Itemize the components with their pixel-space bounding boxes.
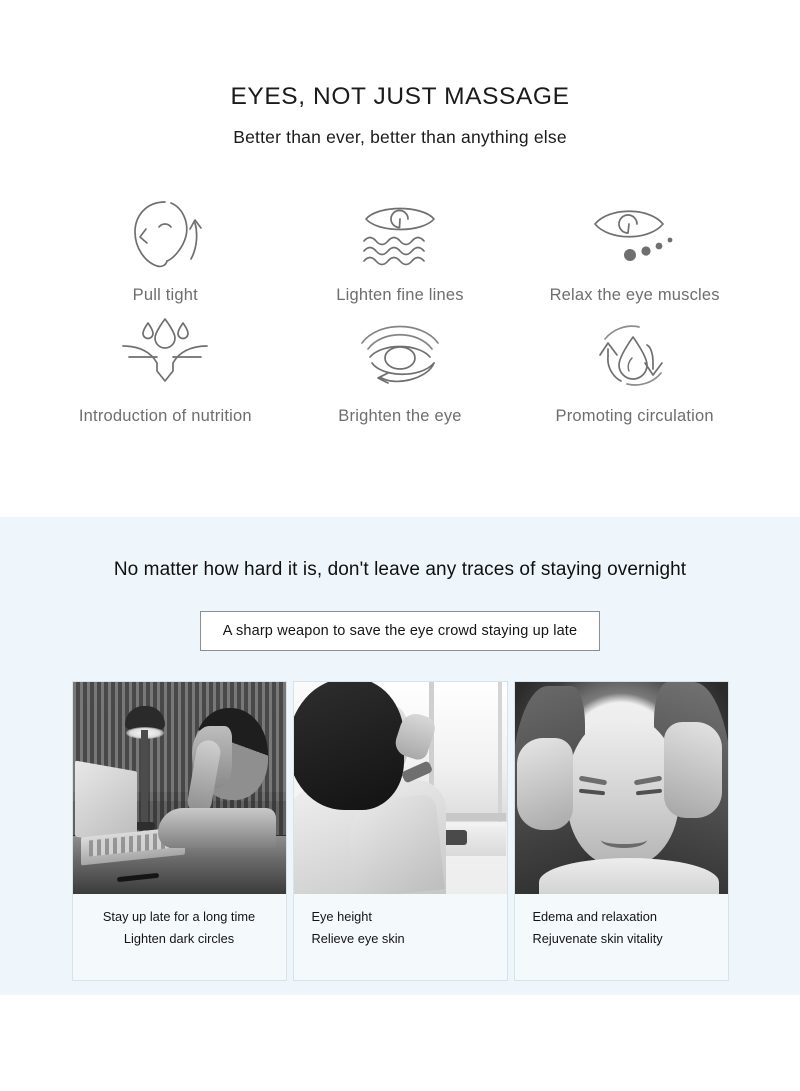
benefit-card-caption — [73, 894, 286, 980]
desk-lamp-stem — [141, 730, 148, 826]
woman-mouth — [601, 832, 647, 848]
woman-hand-right — [664, 722, 722, 818]
woman-headache-holding-head-photo — [515, 682, 728, 894]
woman-at-laptop-night-photo — [73, 682, 286, 894]
benefit-card-list — [0, 681, 800, 981]
feature-item-promoting-circulation — [517, 313, 752, 426]
benefit-card[interactable] — [72, 681, 287, 981]
desk-lamp-base — [135, 822, 155, 830]
benefit-card[interactable] — [293, 681, 508, 981]
caption-line: Relieve eye skin — [311, 931, 405, 947]
woman-hair — [294, 682, 404, 810]
section-headline: No matter how hard it is, don't leave any traces of staying overnight — [113, 559, 687, 580]
caption-line: Stay up late for a long time — [102, 909, 256, 924]
window-frame-bar — [498, 682, 502, 822]
caption-line: Eye height — [311, 909, 372, 924]
caption-line: Edema and relaxation — [532, 909, 657, 924]
feature-label: Lighten fine lines — [336, 286, 464, 305]
feature-item-brighten-the-eye — [283, 313, 518, 426]
benefit-card-caption — [294, 894, 507, 980]
tagline-box: A sharp weapon to save the eye crowd staying up late — [200, 611, 600, 651]
woman-rubbing-eyes-desk-photo — [294, 682, 507, 894]
feature-label: Introduction of nutrition — [78, 407, 252, 426]
page-header — [0, 0, 800, 148]
feature-label: Brighten the eye — [338, 407, 462, 426]
feature-item-relax-eye-muscles — [517, 196, 752, 305]
eye-rays-arrow-icon — [348, 313, 452, 393]
face-lift-arrow-icon — [113, 196, 217, 272]
caption-line: Rejuvenate skin vitality — [532, 931, 663, 947]
feature-item-lighten-fine-lines — [283, 196, 518, 305]
woman-hand-left — [517, 738, 573, 830]
page-title: EYES, NOT JUST MASSAGE — [230, 83, 570, 110]
caption-line: Lighten dark circles — [123, 931, 235, 947]
feature-item-introduction-of-nutrition — [48, 313, 283, 426]
eye-wave-lines-icon — [348, 196, 452, 272]
benefit-card-caption — [515, 894, 728, 980]
woman-arm — [158, 808, 276, 848]
feature-label: Relax the eye muscles — [549, 286, 720, 305]
droplet-funnel-arrow-icon — [113, 313, 217, 393]
feature-grid — [0, 196, 800, 426]
droplet-circulation-arrows-icon — [583, 313, 687, 393]
eye-dots-icon — [583, 196, 687, 272]
page-subtitle: Better than ever, better than anything else — [233, 127, 567, 148]
overnight-section — [0, 517, 800, 995]
benefit-card[interactable] — [514, 681, 729, 981]
feature-label: Pull tight — [132, 286, 198, 305]
feature-item-pull-tight — [48, 196, 283, 305]
feature-label: Promoting circulation — [555, 407, 714, 426]
section-tagline-wrap — [0, 611, 800, 651]
